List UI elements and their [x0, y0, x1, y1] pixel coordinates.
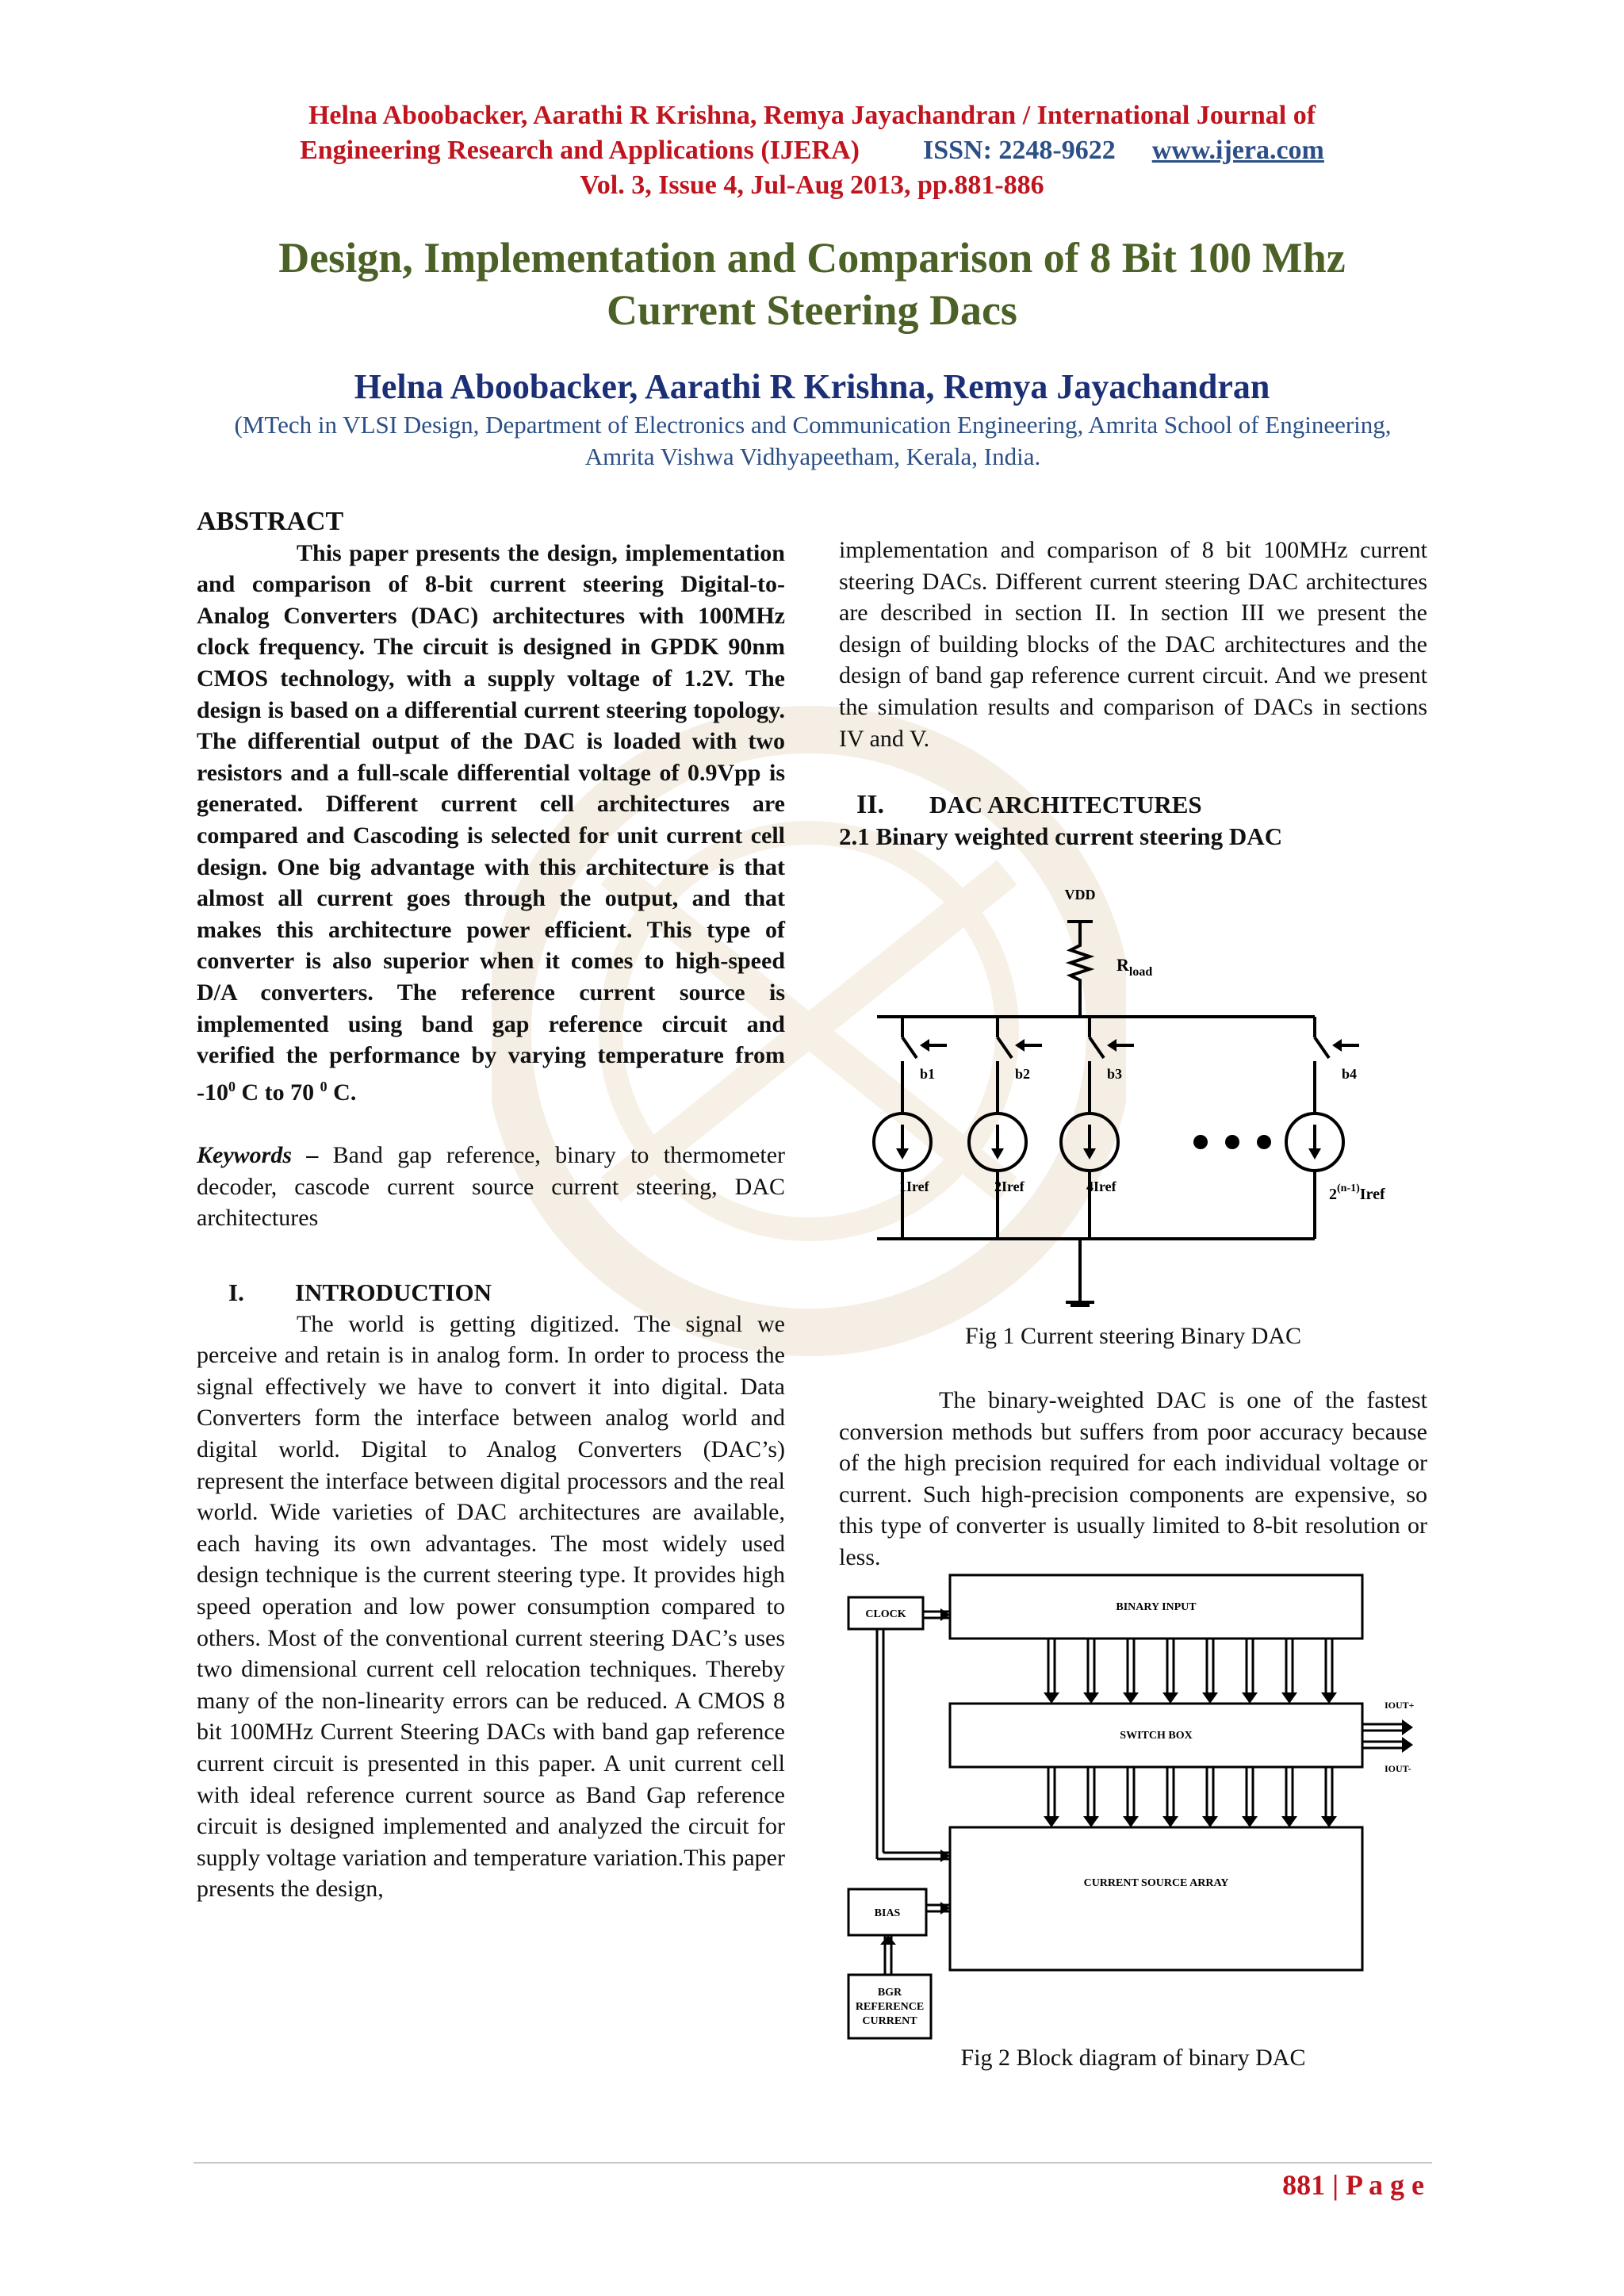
iout-minus-label: IOUT-: [1385, 1763, 1411, 1774]
bus-arrow: [1162, 1767, 1178, 1827]
keywords: Keywords – Band gap reference, binary to thermometer decoder, cascode current source current steering, DAC architectures: [197, 1142, 785, 1232]
ellipsis-dots: [1193, 1135, 1271, 1149]
section-2-heading: II. DAC ARCHITECTURES: [856, 790, 1202, 820]
paper-authors: Helna Aboobacker, Aarathi R Krishna, Remya Jayachandran: [354, 367, 1270, 406]
switch-box-label: SWITCH BOX: [1120, 1730, 1193, 1742]
bus-arrow: [1321, 1767, 1337, 1827]
bus-arrow: [1162, 1639, 1178, 1704]
left-column: [197, 506, 785, 1905]
figure-2-caption: Fig 2 Block diagram of binary DAC: [960, 2045, 1306, 2071]
bit-label-b1: b1: [920, 1066, 936, 1082]
bus-arrow: [1123, 1767, 1139, 1827]
binary-dac-paragraph: The binary-weighted DAC is one of the fastest conversion methods but suffers from poor accuracy because of the high precision required for each individual voltage or current. Such high-precision components are expensive, so this type of converter is usually limited to 8-bit resolution or less.: [839, 1387, 1427, 1570]
abstract-text: This paper presents the design, implementation and comparison of 8-bit current steering Digital-to-Analog Converters (DAC) architectures with 100MHz clock frequency. The circuit is designed in GPDK 90nm CMOS technology, with a supply voltage of 1.2V. The design is based on a differential current steering topology. The differential output of the DAC is loaded with two resistors and a full-scale differential voltage of 0.9Vpp is generated. Different current cell architectures are compared and Cascoding is selected for unit current cell design. One big advantage with this architecture is that almost all current goes through the output, and that makes this architecture power efficient. This type of converter is also superior when it comes to high-speed D/A converters. The reference current source is implemented using band gap reference circuit and verified the performance by varying temperature from $-10^0$ C to 70 $^0$ C.: [197, 539, 785, 1106]
bgr-label-3: CURRENT: [862, 2015, 917, 2027]
vdd-label: VDD: [1064, 887, 1096, 903]
bit-label-b4: b4: [1342, 1066, 1358, 1082]
current-source-array-label: CURRENT SOURCE ARRAY: [1083, 1877, 1229, 1889]
title-line-1: Design, Implementation and Comparison of 8 Bit 100 Mhz: [278, 234, 1346, 282]
bus-arrow: [1083, 1767, 1099, 1827]
bgr-label-2: REFERENCE: [855, 2001, 925, 2013]
bus-arrow: [1202, 1639, 1218, 1704]
page-number: 881 | P a g e: [1282, 2169, 1424, 2201]
bit-label-b2: b2: [1015, 1066, 1031, 1082]
clock-label: CLOCK: [865, 1608, 906, 1620]
dac-branch: [874, 1017, 947, 1239]
right-column-top: [839, 535, 1427, 852]
bus-arrow: [1242, 1639, 1258, 1704]
subsection-2-1: 2.1 Binary weighted current steering DAC: [839, 822, 1283, 850]
intro-heading: I. INTRODUCTION: [228, 1278, 492, 1307]
current-label-1iref: 1Iref: [899, 1179, 929, 1194]
journal-name: Engineering Research and Applications (IJERA): [300, 136, 860, 165]
bus-arrow: [1044, 1639, 1059, 1704]
figure-1-binary-dac-circuit: [839, 882, 1427, 1310]
bus-arrow: [1123, 1639, 1139, 1704]
rload-label: $R_{load}$: [1116, 955, 1153, 979]
bus-arrow: [1321, 1639, 1337, 1704]
header-line-1: Helna Aboobacker, Aarathi R Krishna, Remya Jayachandran / International Journal of: [308, 101, 1316, 130]
iout-plus-label: IOUT+: [1385, 1700, 1415, 1711]
bus-arrow: [1044, 1767, 1059, 1827]
bus-arrow: [1281, 1639, 1297, 1704]
dac-branch: [969, 1017, 1042, 1239]
header-line-3: Vol. 3, Issue 4, Jul-Aug 2013, pp.881-886: [580, 171, 1044, 200]
current-label-2iref: 2Iref: [994, 1179, 1025, 1194]
paper-title: [0, 232, 1624, 336]
dac-branch: [1061, 1017, 1134, 1239]
figure-2-block-diagram: [839, 1572, 1427, 2040]
journal-url-link[interactable]: www.ijera.com: [1151, 136, 1324, 165]
dac-branch: [1286, 1017, 1359, 1239]
bgr-label-1: BGR: [877, 1987, 902, 1999]
intro-continued: implementation and comparison of 8 bit 100MHz current steering DACs. Different current steering DAC architectures are described in section II. In section III we present the design of building blocks of the DAC architectures and the design of band gap reference current circuit. And we present the simulation results and comparison of DACs in sections IV and V.: [839, 537, 1427, 752]
bus-arrow: [1242, 1767, 1258, 1827]
footer-divider: [193, 2162, 1432, 2164]
binary-input-label: BINARY INPUT: [1116, 1601, 1197, 1613]
header-line-2: [0, 133, 1624, 168]
title-line-2: Current Steering Dacs: [607, 286, 1017, 334]
figure-1-caption: Fig 1 Current steering Binary DAC: [964, 1323, 1302, 1349]
current-label-2n-1-iref: 2$^{(n-1)}$Iref: [1329, 1182, 1385, 1203]
affiliation: (MTech in VLSI Design, Department of Electronics and Communication Engineering, Amrita School of Engineering, Amrita Vishwa Vidhyapeetham, Kerala, India.: [234, 411, 1392, 470]
bus-arrow: [1202, 1767, 1218, 1827]
issn: ISSN: 2248-9622: [922, 136, 1116, 165]
intro-text: The world is getting digitized. The signal we perceive and retain is in analog form. In order to process the signal effectively we have to convert it into digital. Data Converters form the interface between analog world and digital world. Digital to Analog Converters (DAC’s) represent the interface between digital processors and the real world. Wide varieties of DAC architectures are available, each having its own advantages. The most widely used design technique is the current steering type. It provides high speed operation and low power consumption compared to others. Most of the conventional current steering DAC’s uses two dimensional current cell relocation techniques. Thereby many of the non-linearity errors can be reduced. A CMOS 8 bit 100MHz Current Steering DACs with band gap reference current circuit is presented in this paper. A unit current cell with ideal reference current source as Band Gap reference circuit is designed implemented and analyzed the circuit for supply voltage variation and temperature variation.This paper presents the design,: [197, 1310, 785, 1903]
bit-label-b3: b3: [1107, 1066, 1123, 1082]
bus-arrow: [1083, 1639, 1099, 1704]
abstract-heading: ABSTRACT: [197, 507, 344, 536]
journal-header: [0, 98, 1624, 203]
current-label-4iref: 4Iref: [1086, 1179, 1116, 1194]
bus-arrow: [1281, 1767, 1297, 1827]
current-source-array-block: [950, 1827, 1362, 1970]
bias-label: BIAS: [874, 1907, 901, 1919]
